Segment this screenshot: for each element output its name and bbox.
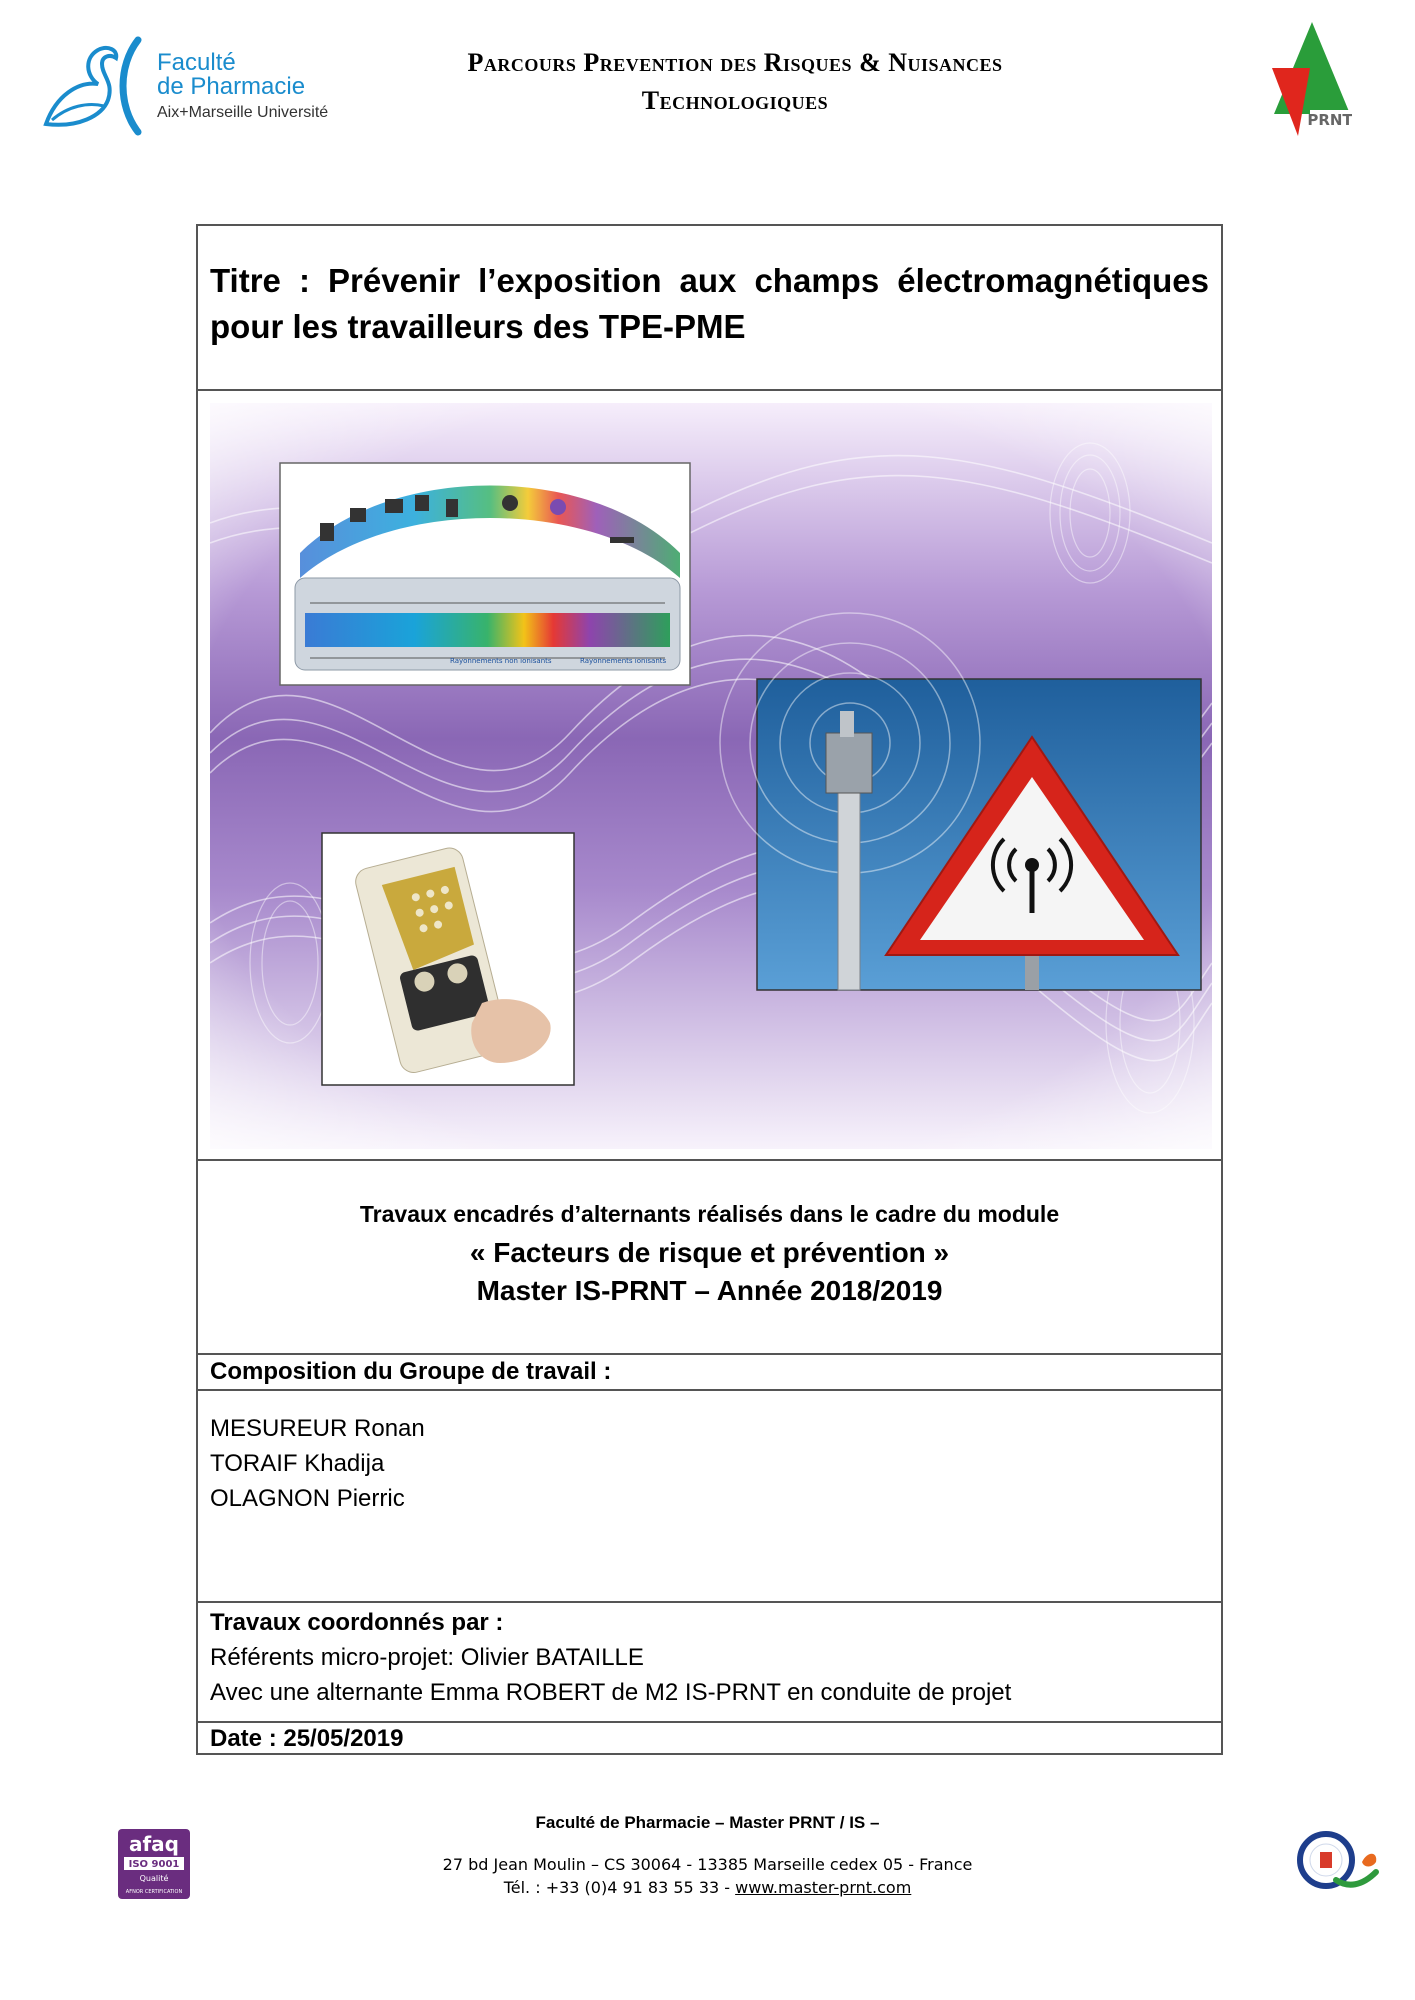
program-title (370, 44, 1100, 120)
member-name: TORAIF Khadija (210, 1450, 385, 1477)
svg-text:Rayonnements ionisants: Rayonnements ionisants (580, 657, 667, 665)
module-name: « Facteurs de risque et prévention » (469, 1237, 950, 1268)
title-row (198, 226, 1221, 391)
program-title-line1: Parcours Prevention des Risques & Nuisances (467, 48, 1003, 77)
coordination-referent: Référents micro-projet: Olivier BATAILLE (210, 1644, 644, 1671)
emf-detector-image (322, 833, 574, 1085)
module-row (198, 1161, 1221, 1355)
prnt-triangle-icon (1270, 18, 1352, 138)
footer-address: 27 bd Jean Moulin – CS 30064 - 13385 Marseille cedex 05 - France (442, 1855, 973, 1874)
prnt-logo-text: PRNT (1307, 111, 1352, 129)
afaq-iso-text: ISO 9001 (128, 1859, 180, 1870)
prnt-logo (1270, 18, 1352, 138)
footer-website-link[interactable]: www.master-prnt.com (735, 1878, 912, 1897)
coordination-apprentice: Avec une alternante Emma ROBERT de M2 IS-PRNT en conduite de projet (210, 1679, 1012, 1706)
spectrum-diagram-image (280, 463, 690, 685)
document-date: Date : 25/05/2019 (210, 1725, 404, 1752)
footer-contact (0, 1878, 1415, 1897)
afaq-cert-text: AFNOR CERTIFICATION (125, 1889, 183, 1895)
module-description: Travaux encadrés d’alternants réalisés dans le cadre du module (359, 1201, 1060, 1227)
faculty-logo-line3: Aix+Marseille Université (157, 104, 329, 121)
date-row (198, 1723, 1221, 1755)
cover-collage (210, 403, 1212, 1149)
coordination-row (198, 1603, 1221, 1723)
cover-table (196, 224, 1223, 1755)
afaq-text: afaq (128, 1832, 180, 1856)
members-row (198, 1391, 1221, 1603)
faculty-bird-icon (38, 36, 153, 136)
composition-label: Composition du Groupe de travail : (210, 1358, 612, 1385)
faculty-logo (38, 36, 358, 136)
member-name: OLAGNON Pierric (210, 1485, 405, 1512)
program-title-line2: Technologiques (641, 86, 829, 115)
coordination-label: Travaux coordonnés par : (210, 1609, 504, 1636)
quality-label-logo (1292, 1828, 1382, 1898)
afaq-quality-text: Qualité (139, 1874, 169, 1883)
composition-header-row (198, 1355, 1221, 1391)
footer-phone: Tél. : +33 (0)4 91 83 55 33 - (503, 1878, 736, 1897)
svg-text:Rayonnements non ionisants: Rayonnements non ionisants (450, 657, 552, 665)
image-row (198, 391, 1221, 1161)
faculty-logo-line2: de Pharmacie (157, 73, 306, 100)
footer-title: Faculté de Pharmacie – Master PRNT / IS – (535, 1813, 880, 1832)
faculty-logo-line1: Faculté (157, 49, 236, 76)
document-title: Titre : Prévenir l’exposition aux champs électromagnétiques pour les travailleurs des TPE-PME (210, 262, 1209, 345)
quality-q-icon (1292, 1828, 1382, 1898)
member-name: MESUREUR Ronan (210, 1415, 425, 1442)
master-year: Master IS-PRNT – Année 2018/2019 (476, 1275, 943, 1306)
